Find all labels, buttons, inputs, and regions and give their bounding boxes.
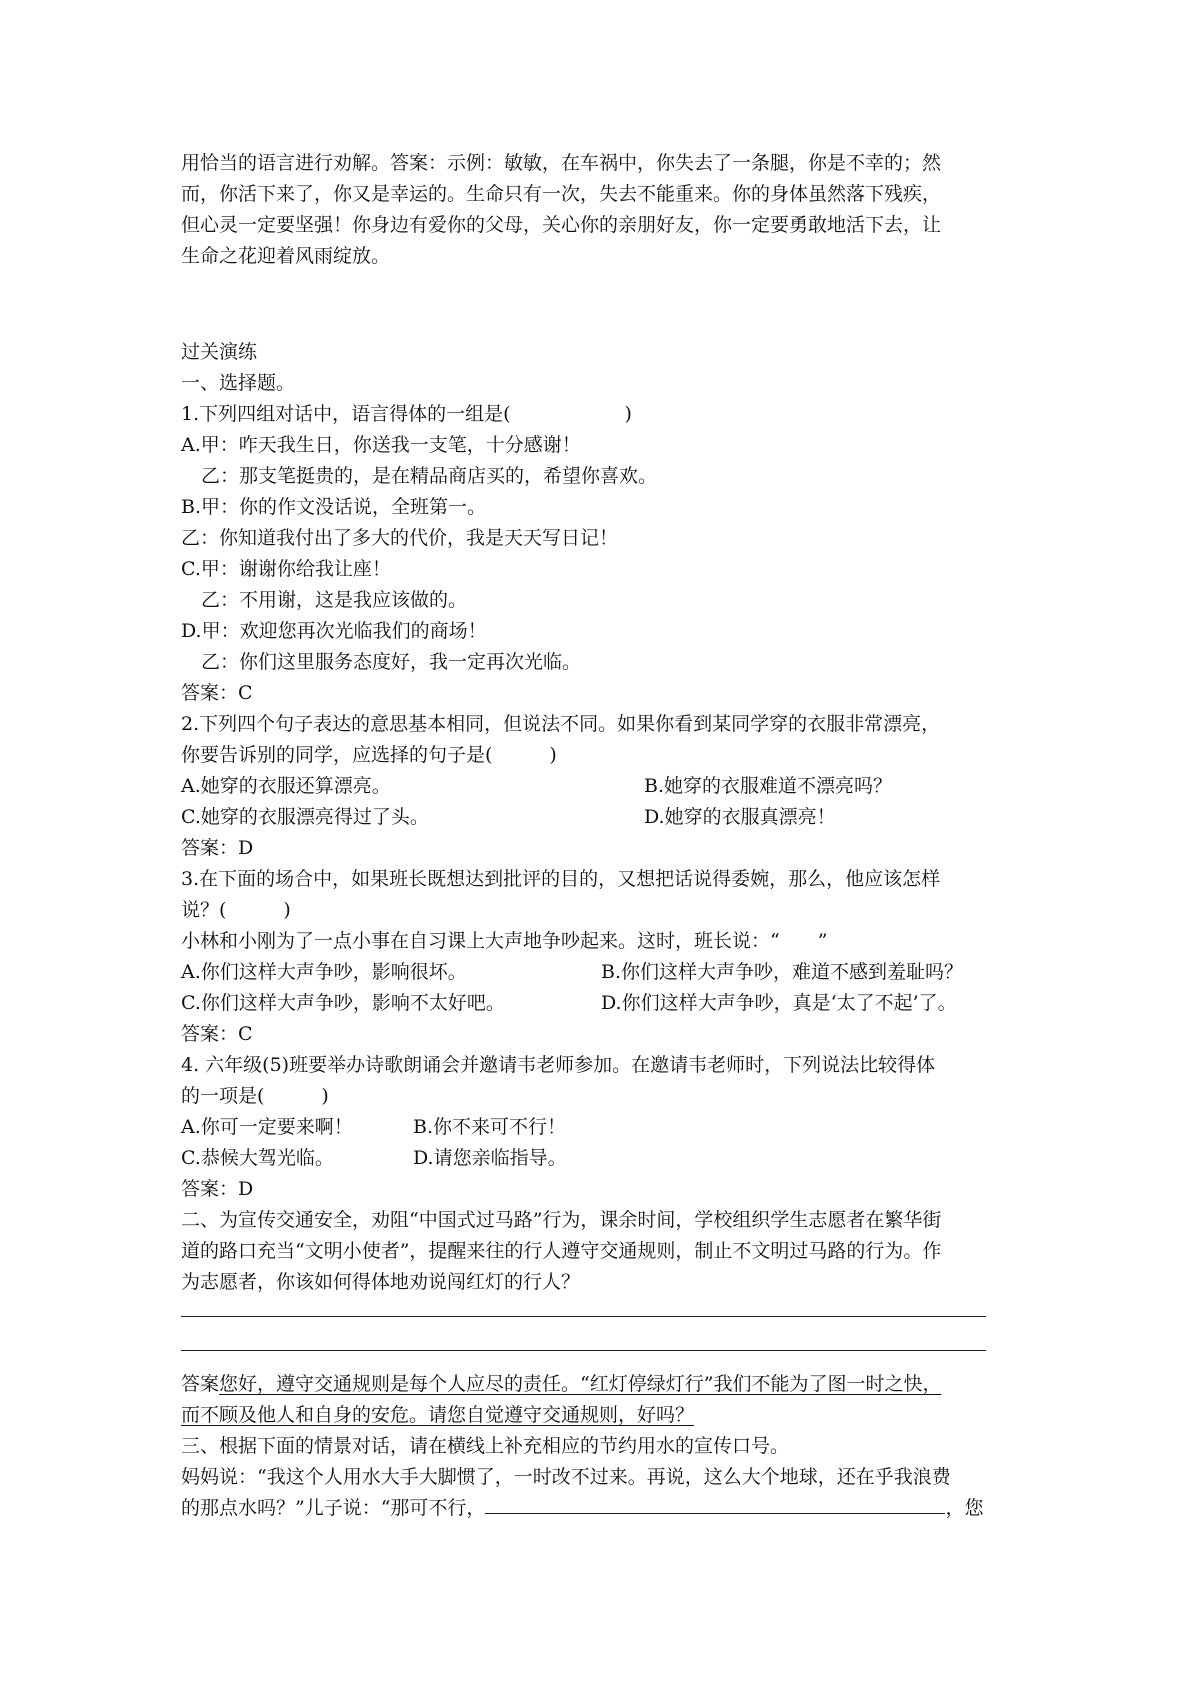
q3-context: 小林和小刚为了一点小事在自习课上大声地争吵起来。这时，班长说：“ ” (181, 930, 828, 952)
part2-answer-line-1 (181, 1369, 941, 1399)
q4-option-d: D.请您亲临指导。 (413, 1147, 567, 1169)
part2-answer-line-2 (181, 1400, 694, 1430)
q4-option-b: B.你不来可不行！ (413, 1116, 567, 1138)
q2-option-c: C.她穿的衣服漂亮得过了头。 (181, 806, 429, 828)
q1-option-b-line1: B.甲：你的作文没话说，全班第一。 (181, 496, 487, 518)
intro-answer-line-1: 用恰当的语言进行劝解。答案：示例：敏敏，在车祸中，你失去了一条腿，你是不幸的；然 (181, 152, 942, 174)
q3-stem-line1: 3.在下面的场合中，如果班长既想达到批评的目的，又想把话说得委婉，那么，他应该怎样 (181, 868, 941, 890)
q2-option-a: A.她穿的衣服还算漂亮。 (181, 775, 391, 797)
q4-answer: 答案：D (181, 1178, 254, 1200)
q3-answer: 答案：C (181, 1023, 253, 1045)
answer-blank-line-1 (181, 1316, 986, 1317)
part2-answer-prefix: 答案 (181, 1373, 220, 1395)
part1-title: 一、选择题。 (181, 372, 296, 394)
q4-option-c: C.恭候大驾光临。 (181, 1147, 334, 1169)
q4-stem-line1: 4. 六年级(5)班要举办诗歌朗诵会并邀请韦老师参加。在邀请韦老师时，下列说法比较得体 (181, 1054, 936, 1076)
q1-option-a-line1: A.甲：咋天我生日，你送我一支笔，十分感谢！ (181, 434, 581, 456)
q4-stem-line2: 的一项是( ) (181, 1085, 329, 1107)
q4-option-a: A.你可一定要来啊！ (181, 1116, 353, 1138)
q1-answer: 答案：C (181, 682, 253, 704)
q1-option-c-line1: C.甲：谢谢你给我让座！ (181, 558, 391, 580)
q1-stem: 1.下列四组对话中，语言得体的一组是( ) (181, 403, 632, 425)
q3-option-c: C.你们这样大声争吵，影响不太好吧。 (181, 992, 505, 1014)
q2-option-d: D.她穿的衣服真漂亮！ (644, 806, 836, 828)
section-title: 过关演练 (181, 341, 258, 363)
q2-stem-line1: 2.下列四个句子表达的意思基本相同，但说法不同。如果你看到某同学穿的衣服非常漂亮， (181, 713, 941, 735)
slogan-fill-blank[interactable] (485, 1493, 945, 1514)
q1-option-d-line1: D.甲：欢迎您再次光临我们的商场！ (181, 620, 487, 642)
part2-answer-text-2: 而不顾及他人和自身的安危。请您自觉遵守交通规则，好吗？ (181, 1404, 695, 1426)
q2-stem-line2: 你要告诉别的同学，应选择的句子是( ) (181, 744, 557, 766)
q1-option-a-line2: 乙：那支笔挺贵的，是在精品商店买的，希望你喜欢。 (201, 465, 658, 487)
q1-option-d-line2: 乙：你们这里服务态度好，我一定再次光临。 (201, 651, 582, 673)
q1-option-c-line2: 乙：不用谢，这是我应该做的。 (201, 589, 468, 611)
part2-answer-text-1: 您好，遵守交通规则是每个人应尽的责任。“红灯停绿灯行”我们不能为了图一时之快， (219, 1373, 942, 1395)
q3-option-d: D.你们这样大声争吵，真是‘太了不起’了。 (601, 992, 957, 1014)
part2-line-3: 为志愿者，你该如何得体地劝说闯红灯的行人？ (181, 1271, 581, 1293)
q3-option-a: A.你们这样大声争吵，影响很坏。 (181, 961, 467, 983)
q3-stem-line2: 说？( ) (181, 899, 291, 921)
intro-answer-line-2: 而，你活下来了，你又是幸运的。生命只有一次，失去不能重来。你的身体虽然落下残疾， (181, 183, 942, 205)
q3-option-b: B.你们这样大声争吵，难道不感到羞耻吗？ (601, 961, 964, 983)
q2-option-b: B.她穿的衣服难道不漂亮吗？ (644, 775, 893, 797)
part3-line2-suffix: ，您 (945, 1497, 984, 1519)
part3-title: 三、根据下面的情景对话，请在横线上补充相应的节约用水的宣传口号。 (181, 1435, 790, 1457)
answer-blank-line-2 (181, 1350, 986, 1351)
part3-line2-prefix: 的那点水吗？”儿子说：“那可不行， (181, 1497, 486, 1519)
intro-answer-line-3: 但心灵一定要坚强！你身边有爱你的父母，关心你的亲朋好友，你一定要勇敢地活下去，让 (181, 214, 942, 236)
intro-answer-line-4: 生命之花迎着风雨绽放。 (181, 245, 391, 267)
part2-line-1: 二、为宣传交通安全，劝阻“中国式过马路”行为，课余时间，学校组织学生志愿者在繁华街 (181, 1209, 942, 1231)
part3-line-2 (181, 1493, 983, 1523)
q1-option-b-line2: 乙：你知道我付出了多大的代价，我是天天写日记！ (181, 527, 619, 549)
part2-line-2: 道的路口充当“文明小使者”，提醒来往的行人遵守交通规则，制止不文明过马路的行为。作 (181, 1240, 942, 1262)
q2-answer: 答案：D (181, 837, 254, 859)
part3-line-1: 妈妈说：“我这个人用水大手大脚惯了，一时改不过来。再说，这么大个地球，还在乎我浪费 (181, 1466, 951, 1488)
